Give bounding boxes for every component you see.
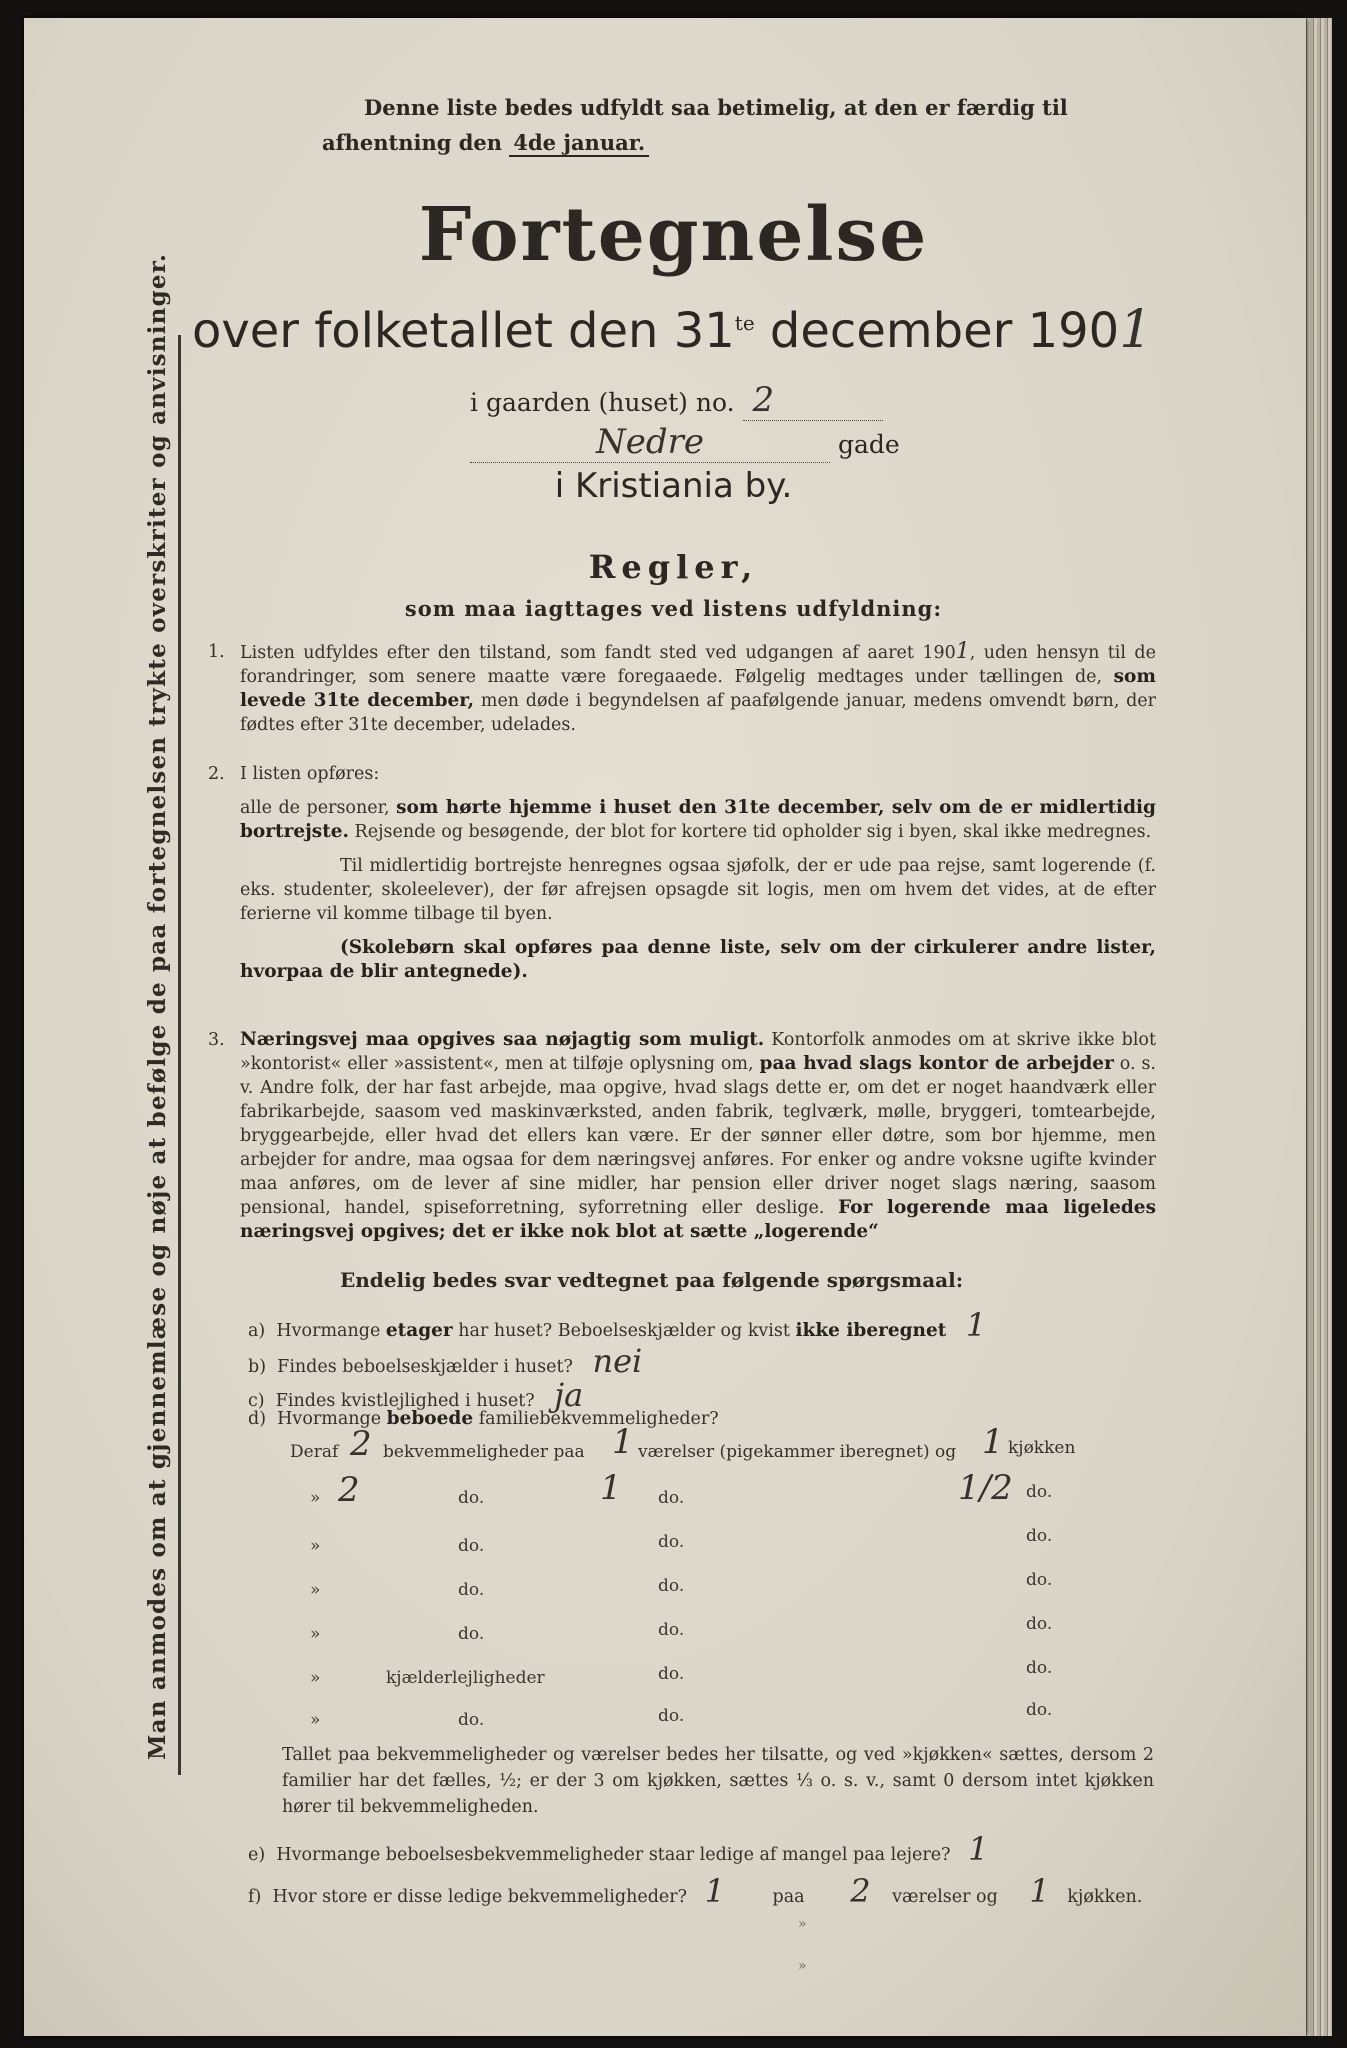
rule-2-para-2: Til midlertidig bortrejste henregnes ogsaa sjøfolk, der er ude paa rejse, samt logerende (f. eks. studenter, skoleelever), der før afrejsen opsagde sit logis, men om hvem det vides, at de efter ferierne vil komme tilbage til byen. <box>240 856 1156 924</box>
do-cell: do. <box>1026 1658 1053 1678</box>
rule-3-text-b: o. s. v. Andre folk, der har fast arbejde, maa opgive, hvad slags dette er, om det er noget haandværk eller fabrikarbejde, saasom ved maskinværksted, anden fabrik, teglværk, mølle, bryggeri, tomtearbejde, bryggearbejde, eller hvad det ellers kan være. Er der sønner eller døtre, som bor hjemme, men arbejder for andre, maa ogsaa for dem næringsvej anføres. For enker og andre voksne ugifte kvinder maa anføres, om de lever af sine midler, har pension eller driver noget slags næring, saasom pensional, handel, spiseforretning, syforretning eller deslige. <box>240 1054 1156 1218</box>
quote-mark: » <box>798 1958 807 1974</box>
question-a-text-1: Hvormange <box>276 1321 381 1341</box>
do-cell: do. <box>458 1488 485 1508</box>
row1-rooms: 1 <box>612 1422 634 1462</box>
question-b-text: Findes beboelseskjælder i huset? <box>277 1357 573 1377</box>
question-a-label: a) <box>248 1321 266 1341</box>
rule-3-bold-3: For logerende maa ligeledes næringsvej opgives; det er ikke nok blot at sætte „logerende“ <box>240 1197 1156 1242</box>
street-suffix: gade <box>837 430 900 459</box>
question-a-bold-2: ikke iberegnet <box>795 1320 947 1341</box>
question-c-label: c) <box>248 1391 265 1411</box>
quote-mark: » <box>310 1710 321 1730</box>
quote-mark: » <box>310 1624 321 1644</box>
question-f-answer-3: 1 <box>1029 1872 1050 1910</box>
rules-heading: Regler, <box>588 548 759 586</box>
basement-label: kjælderlejligheder <box>386 1668 545 1688</box>
do-cell: do. <box>1026 1526 1053 1546</box>
table-row <box>0 1570 1347 1610</box>
table-row <box>0 1658 1347 1698</box>
row2-kitchen: 1/2 <box>958 1468 1013 1508</box>
side-note: Man anmodes om at gjennemlæse og nøje at befølge de paa fortegnelsen trykte overskriter og anvisninger. <box>144 252 171 1760</box>
do-cell: do. <box>658 1706 685 1726</box>
do-cell: do. <box>458 1624 485 1644</box>
table-row <box>0 1700 1347 1740</box>
col1-label: bekvemmeligheder paa <box>383 1442 585 1462</box>
rule-1 <box>208 640 1156 737</box>
rule-3-text-a: Kontorfolk anmodes om at skrive ikke blot »kontorist« eller »assistent«, men at tilføje oplysning om, <box>240 1030 1156 1074</box>
street-line <box>470 422 900 463</box>
rule-2-head: I listen opføres: <box>240 764 380 784</box>
question-c-text: Findes kvistlejlighed i huset? <box>275 1391 535 1411</box>
subtitle-tail: december 190 <box>754 303 1120 359</box>
do-cell: do. <box>658 1576 685 1596</box>
rule-1-text-a: Listen udfyldes efter den tilstand, som fandt sted ved udgangen af aaret 190 <box>240 643 956 663</box>
question-e-text: Hvormange beboelsesbekvemmeligheder staar ledige af mangel paa lejere? <box>276 1845 951 1865</box>
rule-2-bold: som hørte hjemme i huset den 31te december, selv om de er midlertidig bortrejste. <box>240 797 1156 842</box>
do-cell: do. <box>658 1664 685 1684</box>
question-f-paa: paa <box>772 1887 805 1907</box>
do-cell: do. <box>458 1580 485 1600</box>
question-b <box>248 1342 642 1380</box>
question-d-text-1: Hvormange <box>277 1409 382 1429</box>
rule-3-bold-2: paa hvad slags kontor de arbejder <box>759 1053 1114 1074</box>
rule-2-text-b: Rejsende og besøgende, der blot for kortere tid opholder sig i byen, skal ikke medregnes. <box>354 822 1152 842</box>
do-cell: do. <box>658 1488 685 1508</box>
question-b-label: b) <box>248 1357 267 1377</box>
note-text: Tallet paa bekvemmeligheder og værelser bedes her tilsatte, og ved »kjøkken« sættes, dersom 2 familier har det fælles, ½; er der 3 om kjøkken, sættes ⅓ o. s. v., samt 0 dersom intet kjøkken hører til bekvemmeligheden. <box>282 1745 1154 1817</box>
question-f-answer-2: 2 <box>850 1872 871 1910</box>
quote-mark: » <box>798 1916 807 1932</box>
do-cell: do. <box>458 1536 485 1556</box>
rule-1-bold: som levede 31te december, <box>240 666 1156 711</box>
do-cell: do. <box>1026 1614 1053 1634</box>
question-f-label: f) <box>248 1887 262 1907</box>
subtitle-text: over folketallet den 31 <box>192 303 735 359</box>
questions-title: Endelig bedes svar vedtegnet paa følgende spørgsmaal: <box>340 1268 964 1292</box>
row1-count: 2 <box>350 1424 372 1464</box>
subtitle-sup: te <box>734 311 755 335</box>
do-cell: do. <box>658 1620 685 1640</box>
intro-line2: afhentning den <box>322 130 503 155</box>
deraf-label: Deraf <box>290 1442 339 1462</box>
page-title: Fortegnelse <box>418 192 929 278</box>
quote-mark: » <box>310 1580 321 1600</box>
row2-rooms: 1 <box>600 1468 622 1508</box>
rule-2 <box>208 762 1156 984</box>
do-cell: do. <box>1026 1700 1053 1720</box>
question-a-text-2: har huset? Beboelseskjælder og kvist <box>458 1321 790 1341</box>
quote-mark: » <box>310 1488 321 1508</box>
quote-mark: » <box>310 1536 321 1556</box>
question-e <box>248 1830 988 1868</box>
pickup-date: 4de januar. <box>509 130 649 157</box>
street-name: Nedre <box>595 422 704 462</box>
row1-kitchen: 1 <box>982 1422 1004 1462</box>
question-e-label: e) <box>248 1845 266 1865</box>
street-field <box>470 422 830 463</box>
question-a-answer: 1 <box>965 1306 987 1344</box>
table-row <box>0 1468 1347 1510</box>
rule-2-para-3: (Skolebørn skal opføres paa denne liste, selv om der cirkulerer andre lister, hvorpaa de blir antegnede). <box>240 937 1156 982</box>
question-f-text-3: kjøkken. <box>1067 1887 1143 1907</box>
rule-1-text-c: men døde i begyndelsen af paafølgende januar, medens omvendt børn, der fødtes efter 31te december, udelades. <box>240 691 1157 735</box>
intro-text <box>322 90 1142 160</box>
rule-3-number: 3. <box>208 1030 225 1050</box>
rule-2-text-a: alle de personer, <box>240 798 390 818</box>
city: i Kristiania by. <box>554 466 793 506</box>
do-cell: do. <box>658 1532 685 1552</box>
col2-label: værelser (pigekammer iberegnet) og <box>638 1442 957 1462</box>
row2-count: 2 <box>338 1470 360 1510</box>
question-d-bold: beboede <box>386 1408 474 1429</box>
rules-subheading: som maa iagttages ved listens udfyldning: <box>404 596 943 621</box>
question-f-text-1: Hvor store er disse ledige bekvemmeligheder? <box>272 1887 688 1907</box>
question-a-bold: etager <box>385 1320 453 1341</box>
rule-1-text-b: , uden hensyn til de forandringer, som senere maatte være foregaaede. Følgelig medtages under tællingen de, <box>240 643 1156 687</box>
gaard-label: i gaarden (huset) no. <box>470 388 735 417</box>
question-f-text-2: værelser og <box>892 1887 998 1907</box>
rule-1-year: 1 <box>955 639 970 664</box>
question-d-label: d) <box>248 1409 267 1429</box>
do-cell: do. <box>1026 1570 1053 1590</box>
question-f-answer-1: 1 <box>704 1872 725 1910</box>
question-f <box>248 1872 1142 1910</box>
table-row <box>0 1614 1347 1654</box>
question-a <box>248 1306 986 1344</box>
question-c-answer: ja <box>554 1376 584 1414</box>
rule-2-number: 2. <box>208 764 225 784</box>
house-number-line <box>470 380 883 421</box>
table-row <box>0 1422 1347 1466</box>
intro-line1: Denne liste bedes udfyldt saa betimelig, at den er færdig til <box>364 95 1068 120</box>
rule-1-number: 1. <box>208 642 225 662</box>
subtitle <box>192 300 1152 360</box>
question-e-answer: 1 <box>968 1830 989 1868</box>
question-d-text-2: familiebekvemmeligheder? <box>478 1409 719 1429</box>
do-cell: do. <box>1026 1482 1053 1502</box>
table-row <box>0 1526 1347 1566</box>
quote-mark: » <box>310 1668 321 1688</box>
do-cell: do. <box>458 1710 485 1730</box>
col3-label: kjøkken <box>1008 1438 1076 1458</box>
rule-3-bold-1: Næringsvej maa opgives saa nøjagtig som muligt. <box>240 1029 765 1050</box>
handwritten-year: 1 <box>1119 300 1153 360</box>
rule-3 <box>208 1028 1156 1244</box>
question-d <box>248 1408 719 1429</box>
house-number: 2 <box>752 380 775 420</box>
question-b-answer: nei <box>592 1342 643 1380</box>
house-number-field <box>743 380 883 421</box>
